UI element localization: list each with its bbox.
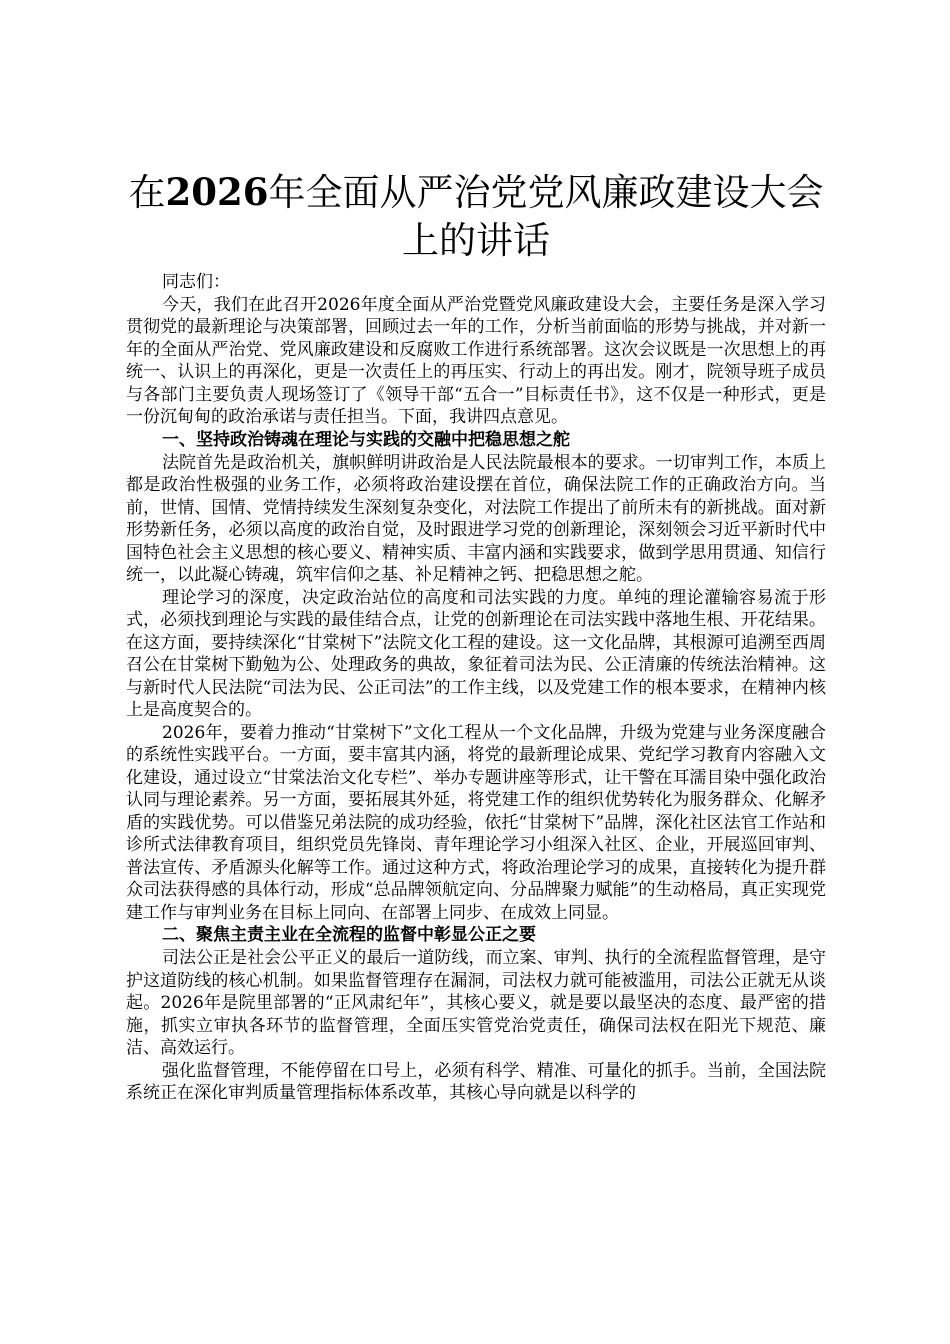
section2-paragraph-2: 强化监督管理，不能停留在口号上，必须有科学、精准、可量化的抓手。当前，全国法院系统正在深化审判质量管理指标体系改革，其核心导向就是以科学的: [126, 1060, 826, 1103]
title-suffix: 年全面从严治党党风廉政建设大会上的讲话: [268, 171, 824, 262]
section-heading-2: 二、聚焦主责主业在全流程的监督中彰显公正之要: [162, 925, 536, 945]
intro-paragraph: 今天，我们在此召开2026年度全面从严治党暨党风廉政建设大会，主要任务是深入学习贯彻党的最新理论与决策部署，回顾过去一年的工作，分析当前面临的形势与挑战，并对新一年的全面从严治党、党风廉政建设和反腐败工作进行系统部署。这次会议既是一次思想上的再统一、认识上的再深化，更是一次责任上的再压实、行动上的再出发。刚才，院领导班子成员与各部门主要负责人现场签订了《领导干部“五合一”目标责任书》，这不仅是一种形式，更是一份沉甸甸的政治承诺与责任担当。下面，我讲四点意见。: [126, 294, 826, 427]
title-prefix: 在: [128, 171, 166, 214]
document-page: [126, 168, 826, 1105]
section1-paragraph-1: 法院首先是政治机关，旗帜鲜明讲政治是人民法院最根本的要求。一切审判工作，本质上都是政治性极强的业务工作，必须将政治建设摆在首位，确保法院工作的正确政治方向。当前，世情、国情、党情持续发生深刻复杂变化，对法院工作提出了前所未有的新挑战。面对新形势新任务，必须以高度的政治自觉，及时跟进学习党的创新理论，深刻领会习近平新时代中国特色社会主义思想的核心要义、精神实质、丰富内涵和实践要求，做到学思用贯通、知信行统一，以此凝心铸魂，筑牢信仰之基、补足精神之钙、把稳思想之舵。: [126, 452, 826, 585]
section-heading-1: 一、坚持政治铸魂在理论与实践的交融中把稳思想之舵: [162, 429, 570, 450]
section1-paragraph-2: 理论学习的深度，决定政治站位的高度和司法实践的力度。单纯的理论灌输容易流于形式，必须找到理论与实践的最佳结合点，让党的创新理论在司法实践中落地生根、开花结果。在这方面，要持续深化“甘棠树下”法院文化工程的建设。这一文化品牌，其根源可追溯至西周召公在甘棠树下勤勉为公、处理政务的典故，象征着司法为民、公正清廉的传统法治精神。这与新时代人民法院“司法为民、公正司法”的工作主线，以及党建工作的根本要求，在精神内核上是高度契合的。: [126, 587, 826, 720]
document-title: [126, 168, 826, 265]
section2-paragraph-1: 司法公正是社会公平正义的最后一道防线，而立案、审判、执行的全流程监督管理，是守护这道防线的核心机制。如果监督管理存在漏洞，司法权力就可能被滥用，司法公正就无从谈起。2026年是院里部署的“正风肃纪年”，其核心要义，就是要以最坚决的态度、最严密的措施，抓实立审执各环节的监督管理，全面压实管党治党责任，确保司法权在阳光下规范、廉洁、高效运行。: [126, 948, 826, 1058]
section1-paragraph-3: 2026年，要着力推动“甘棠树下”文化工程从一个文化品牌，升级为党建与业务深度融合的系统性实践平台。一方面，要丰富其内涵，将党的最新理论成果、党纪学习教育内容融入文化建设，通过设立“甘棠法治文化专栏”、举办专题讲座等形式，让干警在耳濡目染中强化政治认同与理论素养。另一方面，要拓展其外延，将党建工作的组织优势转化为服务群众、化解矛盾的实践优势。可以借鉴兄弟法院的成功经验，依托“甘棠树下”品牌，深化社区法官工作站和诊所式法律教育项目，组织党员先锋岗、青年理论学习小组深入社区、企业，开展巡回审判、普法宣传、矛盾源头化解等工作。通过这种方式，将政治理论学习的成果，直接转化为提升群众司法获得感的具体行动，形成“总品牌领航定向、分品牌聚力赋能”的生动格局，真正实现党建工作与审判业务在目标上同向、在部署上同步、在成效上同显。: [126, 722, 826, 923]
title-year: 2026: [165, 170, 269, 214]
salutation: 同志们：: [162, 272, 230, 292]
